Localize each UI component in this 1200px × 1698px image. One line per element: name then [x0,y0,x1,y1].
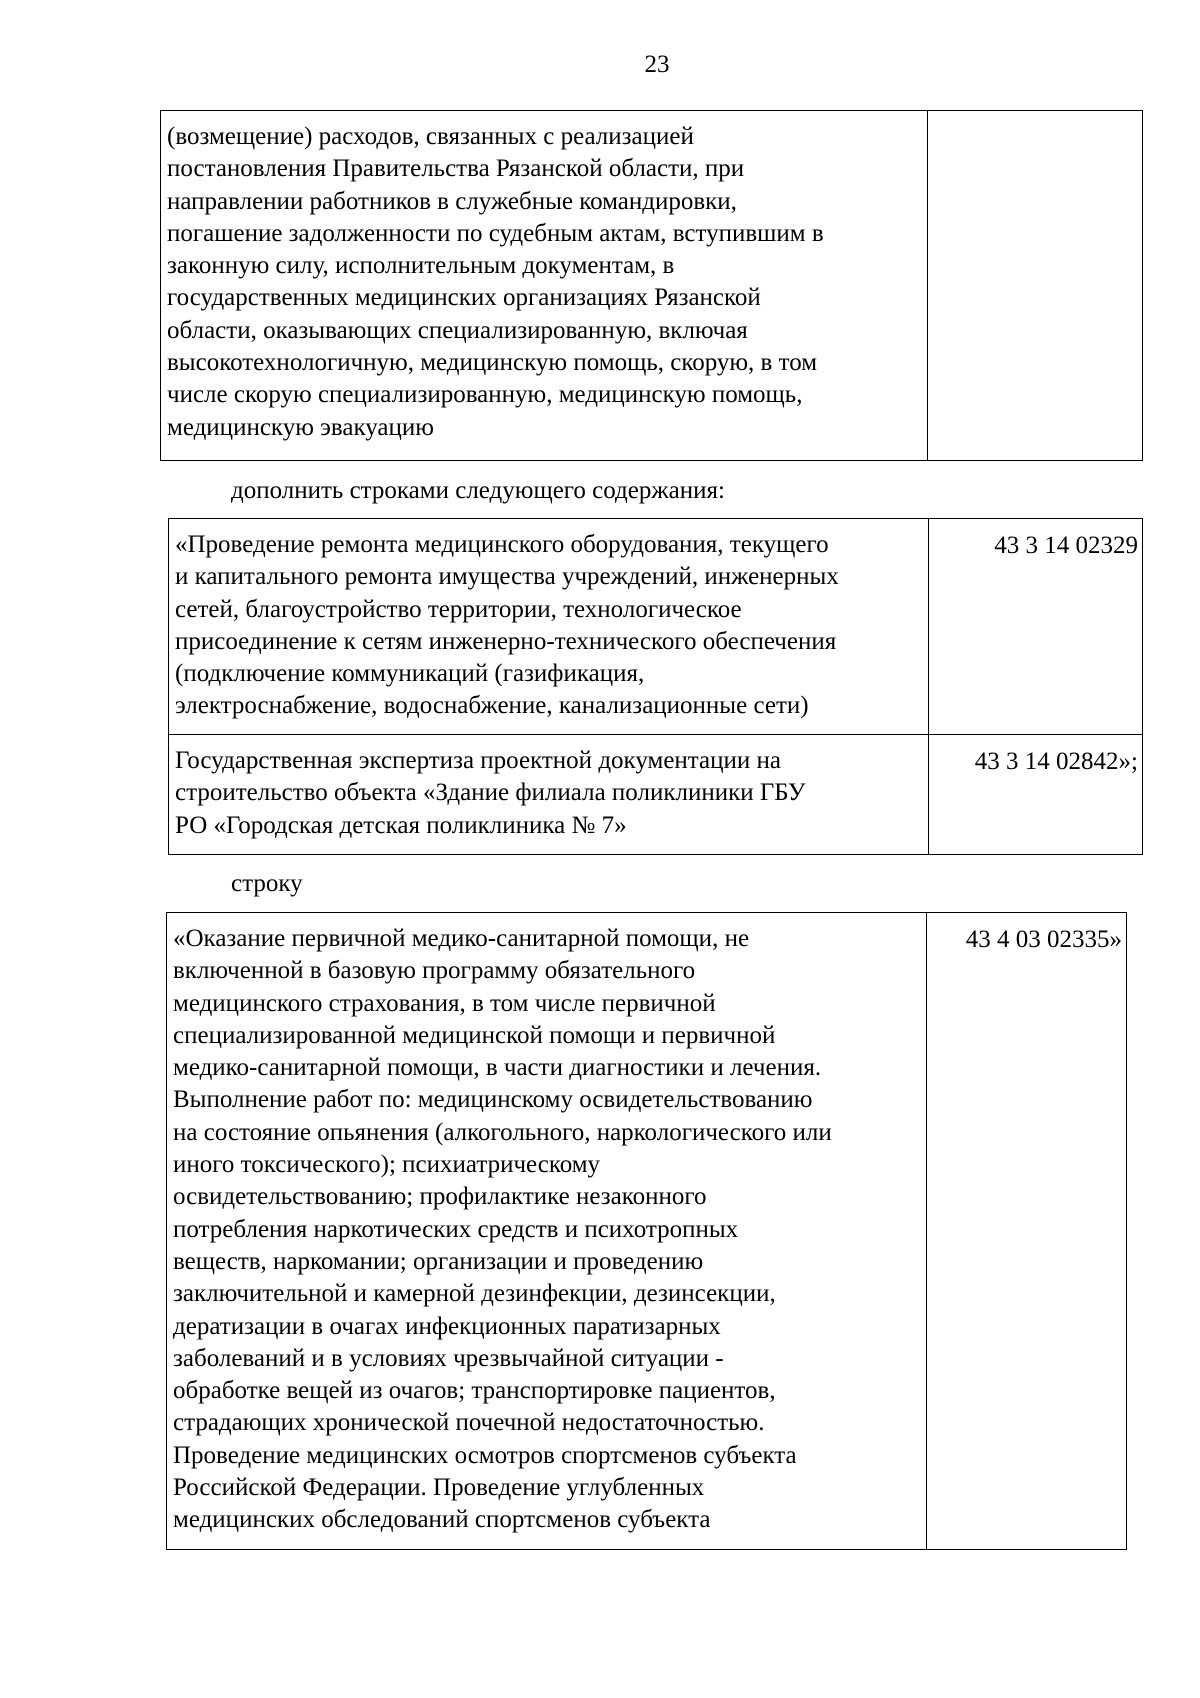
text-line: постановления Правительства Рязанской области, при [167,155,745,183]
table-row [169,519,1143,735]
text-line: «Оказание первичной медико-санитарной помощи, не [173,925,750,952]
text-line: электроснабжение, водоснабжение, канализационные сети) [175,692,809,720]
text-line: потребления наркотических средств и психотропных [173,1215,739,1243]
text-line: страдающих хронической почечной недостаточностью. [173,1409,765,1437]
text-line: государственных медицинских организациях Рязанской [167,284,761,312]
text-line: РО «Городская детская поликлиника № 7» [175,811,627,839]
table-row [167,913,1127,1550]
text-line: заболеваний и в условиях чрезвычайной ситуации - [173,1344,724,1372]
row-code-cell: 43 4 03 02335» [927,913,1127,1550]
table-row [161,111,1143,461]
text-line: освидетельствованию; профилактике незаконного [173,1183,707,1211]
text-line: включенной в базовую программу обязательного [173,957,696,985]
text-line: числе скорую специализированную, медицинскую помощь, [167,381,803,409]
table-replaced-row [166,912,1127,1550]
instruction-add-rows: дополнить строками следующего содержания: [231,477,725,504]
text-line: Государственная экспертиза проектной документации на [175,747,781,774]
text-line: погашение задолженности по судебным актам, вступившим в [167,219,824,247]
text-line: заключительной и камерной дезинфекции, дезинсекции, [173,1280,776,1308]
text-line: Выполнение работ по: медицинскому освидетельствованию [173,1086,813,1114]
text-line: обработке вещей из очагов; транспортировке пациентов, [173,1377,776,1405]
table-added-rows [168,518,1143,855]
table-previous-row [160,110,1143,461]
text-line: веществ, наркомании; организации и проведению [173,1247,704,1275]
text-line: иного токсического); психиатрическому [173,1151,601,1179]
row-description-cell [169,735,929,855]
text-line: медицинских обследований спортсменов субъекта [173,1506,711,1534]
row-code-cell: 43 3 14 02842»; [929,735,1143,855]
table-row [169,735,1143,855]
row-description-cell [169,519,929,735]
row-description-cell [167,913,927,1550]
row-code-cell [928,111,1143,461]
text-line: направлении работников в служебные командировки, [167,187,737,215]
text-line: дератизации в очагах инфекционных паратизарных [173,1312,721,1340]
text-line: строительство объекта «Здание филиала поликлиники ГБУ [175,779,806,807]
text-line: медицинскую эвакуацию [167,413,434,441]
text-line: на состояние опьянения (алкогольного, наркологического или [173,1118,832,1146]
text-line: законную силу, исполнительным документам, в [167,252,675,280]
text-line: специализированной медицинской помощи и первичной [173,1021,776,1049]
text-line: (подключение коммуникаций (газификация, [175,660,645,688]
text-line: (возмещение) расходов, связанных с реализацией [167,123,694,150]
row-code-cell: 43 3 14 02329 [929,519,1143,735]
text-line: высокотехнологичную, медицинскую помощь, скорую, в том [167,349,818,377]
text-line: Российской Федерации. Проведение углубленных [173,1474,705,1502]
text-line: медицинского страхования, в том числе первичной [173,989,716,1017]
text-line: сетей, благоустройство территории, технологическое [175,595,742,623]
page-number: 23 [644,51,670,78]
row-description-cell [161,111,928,461]
text-line: Проведение медицинских осмотров спортсменов субъекта [173,1441,797,1469]
text-line: и капитального ремонта имущества учреждений, инженерных [175,563,839,591]
text-line: области, оказывающих специализированную, включая [167,316,748,344]
text-line: «Проведение ремонта медицинского оборудования, текущего [175,531,829,558]
text-line: медико-санитарной помощи, в части диагностики и лечения. [173,1054,822,1082]
instruction-row: строку [231,870,303,897]
text-line: присоединение к сетям инженерно-технического обеспечения [175,627,837,655]
